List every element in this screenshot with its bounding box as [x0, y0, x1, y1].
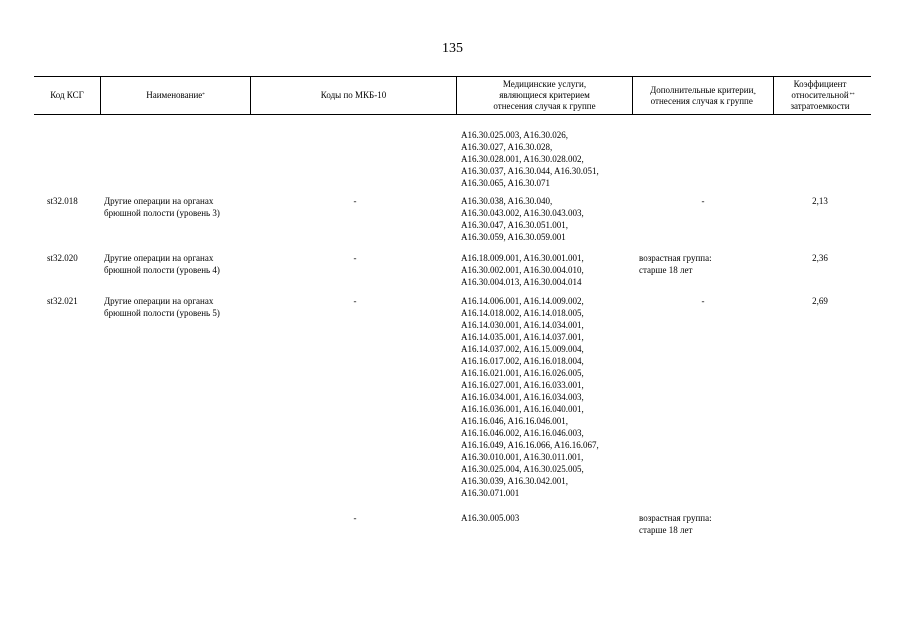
row-services: A16.14.006.001, A16.14.009.002, A16.14.018.002, A16.14.018.005, A16.14.030.001, A16.14.034.001, A16.14.035.001, A16.14.037.001, A16.14.037.002, A16.15.009.004, A16.16.017.002, A16.16.018.004, A16.16.021.001, A16.16.026.005, A16.16.027.001, A16.16.033.001, A16.16.034.001, A16.16.034.003, A16.16.036.001, A16.16.040.001, A16.16.046, A16.16.046.001, A16.16.046.002, A16.16.046.003, A16.16.049, A16.16.066, A16.16.067, A16.30.010.001, A16.30.011.001, A16.30.025.004, A16.30.025.005, A16.30.039, A16.30.042.001, A16.30.071.001 — [461, 296, 599, 498]
page-number: 135 — [442, 41, 463, 56]
row-criteria: возрастная группа: старше 18 лет — [639, 253, 712, 275]
row-coef: 2,69 — [812, 296, 828, 306]
row-criteria: - — [701, 196, 705, 206]
row-code: st32.018 — [47, 196, 78, 206]
header-criteria: Дополнительные критерии отнесения случая к группе * — [632, 77, 773, 114]
row-code: st32.020 — [47, 253, 78, 263]
row-services: A16.30.025.003, A16.30.026, A16.30.027, A16.30.028, A16.30.028.001, A16.30.028.002, A16.30.037, A16.30.044, A16.30.051, A16.30.065, A16.30.071 — [461, 130, 599, 188]
row-coef: 2,36 — [812, 253, 828, 263]
header-criteria-text: Дополнительные критерии отнесения случая к группе — [650, 84, 754, 106]
header-name: Наименование * — [100, 77, 250, 114]
row-services: A16.30.005.003 — [461, 513, 520, 523]
row-coef: 2,13 — [812, 196, 828, 206]
row-name: Другие операции на органах брюшной полости (уровень 4) — [104, 253, 220, 275]
row-criteria: - — [701, 296, 705, 306]
header-coef: Коэффициент относительной затратоемкости ** — [773, 77, 871, 114]
header-name-text: Наименование — [146, 90, 203, 100]
row-services: A16.30.038, A16.30.040, A16.30.043.002, A16.30.043.003, A16.30.047, A16.30.051.001, A16.30.059, A16.30.059.001 — [461, 196, 584, 242]
header-code: Код КСГ — [50, 90, 84, 100]
header-services: Медицинские услуги, являющиеся критерием отнесения случая к группе — [456, 77, 632, 114]
row-code: st32.021 — [47, 296, 78, 306]
row-mkb: - — [353, 253, 357, 263]
header-mkb: Коды по МКБ-10 — [250, 77, 456, 114]
row-mkb: - — [353, 513, 357, 523]
row-name: Другие операции на органах брюшной полости (уровень 5) — [104, 296, 220, 318]
row-mkb: - — [353, 196, 357, 206]
header-coef-text: Коэффициент относительной затратоемкости — [790, 79, 850, 111]
row-criteria: возрастная группа: старше 18 лет — [639, 513, 712, 535]
row-mkb: - — [353, 296, 357, 306]
row-services: A16.18.009.001, A16.30.001.001, A16.30.002.001, A16.30.004.010, A16.30.004.013, A16.30.004.014 — [461, 253, 584, 287]
row-name: Другие операции на органах брюшной полости (уровень 3) — [104, 196, 220, 218]
table-header — [34, 76, 871, 115]
